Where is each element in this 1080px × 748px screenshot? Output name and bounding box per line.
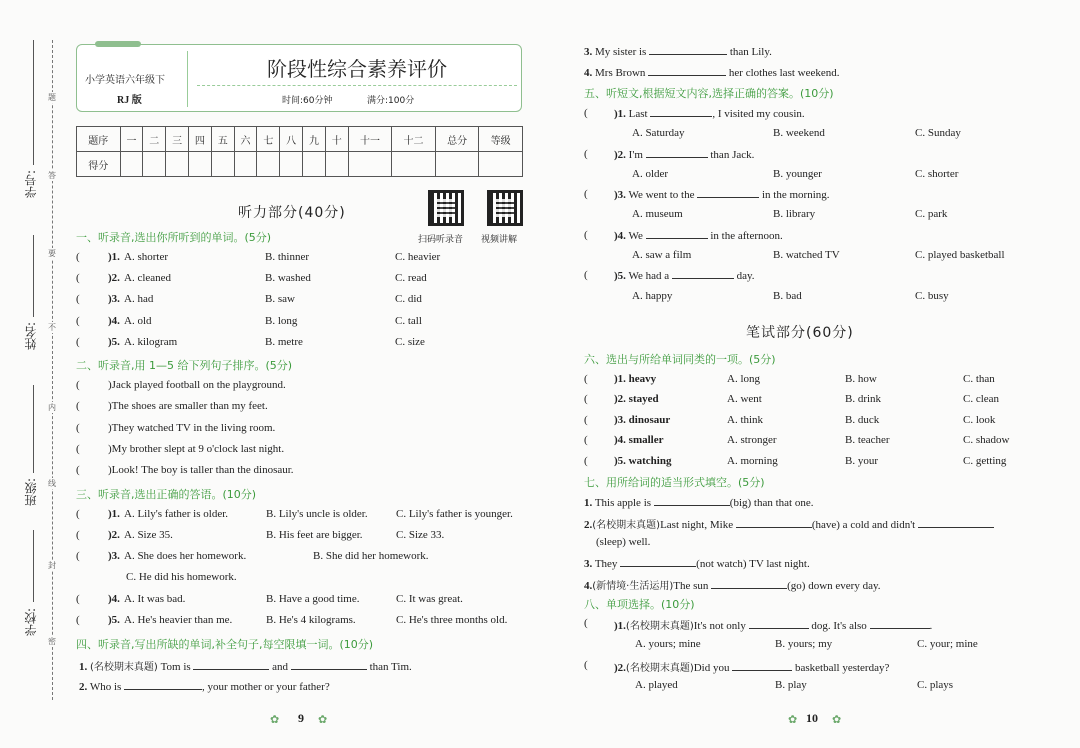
list-item: ( )2. stayed A. went B. drink C. clean (584, 393, 1000, 405)
answer-blank[interactable] (649, 45, 727, 55)
sentence-part: Mrs Brown (595, 67, 646, 79)
sentence: )The shoes are smaller than my feet. (108, 400, 268, 412)
sentence-part: . (929, 620, 933, 632)
option-a[interactable]: A. had (124, 293, 154, 305)
score-header-cell: 九 (303, 127, 326, 152)
part5-title: 五、听短文,根据短文内容,选择正确的答案。(10分) (584, 87, 834, 100)
item-number: )2. (614, 662, 626, 674)
part3-title: 三、听录音,选出正确的答语。(10分) (76, 488, 257, 501)
answer-blank[interactable] (736, 518, 812, 528)
item-number: )2. stayed (614, 393, 659, 405)
option-c[interactable]: C. did (395, 293, 422, 305)
list-item: ( )My brother slept at 9 o'clock last night. (76, 443, 285, 455)
list-item: ( )4. A. It was bad. B. Have a good time. C. It was great. (76, 593, 463, 605)
question-tag: (名校期末真题) (592, 520, 661, 531)
fill-sentence (584, 577, 881, 592)
sentence-part: than Tim. (369, 661, 412, 673)
option-b[interactable]: B. metre (265, 336, 303, 348)
option-c[interactable]: C. look (963, 414, 996, 426)
seal-char: 要 (48, 249, 56, 258)
option-a[interactable]: A. think (727, 414, 764, 426)
list-item: ( )4. smaller A. stronger B. teacher C. shadow (584, 434, 1010, 446)
option-b[interactable]: B. Have a good time. (266, 593, 360, 605)
option-b[interactable]: B. younger (773, 168, 822, 180)
option-b[interactable]: B. Lily's uncle is older. (266, 508, 368, 520)
class-line (33, 385, 34, 473)
qr-label-video: 视频讲解 (481, 235, 518, 245)
option-b[interactable]: B. teacher (845, 434, 890, 446)
list-item: ( )The shoes are smaller than my feet. (76, 400, 268, 412)
time-limit: 时间:60分钟 (282, 96, 333, 106)
list-item: ( )They watched TV in the living room. (76, 422, 276, 434)
question-stem: ( )2.(名校期末真题)Did you basketball yesterday? (584, 659, 890, 674)
sentence-part: , I visited my cousin. (712, 108, 805, 120)
sentence-part: basketball yesterday? (794, 662, 890, 674)
item-number: 4. (584, 580, 593, 592)
option-b[interactable]: B. your (845, 455, 878, 467)
option-c[interactable]: C. your; mine (917, 638, 978, 650)
leaf-icon: ✿ (270, 714, 280, 726)
option-c[interactable]: C. clean (963, 393, 1000, 405)
fill-sentence (584, 516, 994, 531)
cut-line (52, 40, 53, 700)
fill-sentence (584, 66, 840, 79)
sentence-part: Tom is (160, 661, 191, 673)
sentence-part: I'm (628, 149, 643, 161)
part1-title: 一、听录音,选出你所听到的单词。(5分) (76, 231, 272, 244)
option-a[interactable]: A. He's heavier than me. (124, 614, 233, 626)
score-header-cell: 五 (211, 127, 234, 152)
answer-blank (697, 188, 759, 198)
option-b[interactable]: B. washed (265, 272, 311, 284)
qr-code-audio[interactable] (428, 190, 464, 226)
score-header-cell: 题序 (77, 127, 121, 152)
seal-char: 题 (48, 93, 56, 102)
question-stem: ( )1.(名校期末真题)It's not only dog. It's also . (584, 617, 933, 632)
list-item: ( )3. A. She does her homework. B. She did her homework. (76, 550, 429, 562)
sentence-part: in the morning. (762, 189, 830, 201)
sentence-part: (go) down every day. (787, 580, 881, 592)
sentence-part: day. (736, 270, 755, 282)
score-header-cell: 一 (120, 127, 143, 152)
sentence-part: in the afternoon. (710, 230, 783, 242)
sentence-part: This apple is (594, 497, 652, 509)
option-b[interactable]: B. library (773, 208, 816, 220)
score-cell[interactable] (479, 152, 523, 177)
option-c[interactable]: C. It was great. (396, 593, 463, 605)
sentence-part: Last (628, 108, 648, 120)
left-page: 学号: 姓名: 班级: 学校: 题 答 要 不 内 线 封 密 小学英语六年级下 RJ 版 阶段性综合素养评价 时间:60分钟 满分:100分 题序 一 二 三 四 五 六 七 八 九 十 十一 十二 总分 等级 得分 听力部分(40分) 扫码听录音 视频讲解 一、听录音,选出你所听到的单词。(5分) ( )1. A. shorter B. thinner C. heavier ( )2. A. cleaned B. washed C. read ( )3. A. had B. saw C. did ( )4. A. old B. long C. tall ( )5. A. kilogram B. metre C. size 二、听录音,用 1—5 给下列句子排序。(5分) ( )Jack played football on the playground. ( )The shoes are smaller than my feet. ( )They watched TV in the living room. ( )My brother slept at 9 o'clock last night. ( )Look! The boy is taller than the dinosaur. 三、听录音,选出正确的答语。(10分) ( )1. A. Lily's father is older. B. Lily's uncle is older. C. Lily's father is younger. ( )2. A. Size 35. B. His feet are bigger. C. Size 33. ( )3. A. She does her homework. B. She did her homework. C. He did his homework. ( )4. A. It was bad. B. Have a good time. C. It was great. ( )5. A. He's heavier than me. B. He's 4 kilograms. C. He's three months old. 四、听录音,写出所缺的单词,补全句子,每空限填一词。(10分) 1. (名校期末真题) Tom is and than Tim. 2. Who is , your mother or your father? ✿ 9 ✿ (0, 0, 540, 748)
question-tag: (名校期末真题) (625, 663, 694, 674)
list-item: ( )Jack played football on the playground. (76, 379, 286, 391)
sentence: )My brother slept at 9 o'clock last night. (108, 443, 285, 455)
score-table-header-row (77, 127, 523, 152)
list-item: ( )5. watching A. morning B. your C. getting (584, 455, 1007, 467)
question-stem: ( )1. Last , I visited my cousin. (584, 107, 805, 120)
score-cell[interactable] (325, 152, 348, 177)
leaf-icon: ✿ (788, 714, 798, 726)
option-a[interactable]: A. She does her homework. (124, 550, 247, 562)
seal-char: 不 (48, 323, 56, 332)
list-item: ( )1. heavy A. long B. how C. than (584, 373, 995, 385)
name-label: 姓名: (24, 322, 38, 351)
sentence-part: than Lily. (729, 46, 772, 58)
option-c[interactable]: C. He did his homework. (126, 571, 237, 583)
list-item: ( )1. A. Lily's father is older. B. Lily's uncle is older. C. Lily's father is younger. (76, 508, 513, 520)
option-c[interactable]: C. plays (917, 679, 954, 691)
score-cell[interactable] (143, 152, 166, 177)
option-c[interactable]: C. size (395, 336, 425, 348)
option-b[interactable]: B. saw (265, 293, 295, 305)
option-b[interactable]: B. long (265, 315, 298, 327)
answer-blank (672, 269, 734, 279)
option-a[interactable]: A. shorter (124, 251, 168, 263)
score-header-cell: 四 (189, 127, 212, 152)
option-a[interactable]: A. saw a film (632, 249, 692, 261)
option-a[interactable]: A. morning (727, 455, 778, 467)
part4-title: 四、听录音,写出所缺的单词,补全句子,每空限填一词。(10分) (76, 638, 374, 651)
fill-sentence (79, 680, 330, 693)
item-number: )5. (614, 270, 626, 282)
item-number: 4. (584, 67, 593, 79)
sentence-part: Did you (693, 662, 730, 674)
item-number: )4. (108, 593, 120, 605)
score-header-cell: 十二 (392, 127, 436, 152)
answer-blank[interactable] (648, 66, 726, 76)
options-row (632, 290, 949, 302)
sentence-part: We went to the (628, 189, 695, 201)
option-a[interactable]: A. yours; mine (635, 638, 701, 650)
option-c[interactable]: C. busy (915, 290, 949, 302)
answer-blank (650, 107, 712, 117)
item-number: )4. smaller (614, 434, 664, 446)
item-number: )5. (108, 336, 120, 348)
question-tag: (名校期末真题) (90, 662, 158, 673)
listening-section-title: 听力部分(40分) (238, 205, 346, 221)
option-b[interactable]: B. His feet are bigger. (266, 529, 363, 541)
item-number: )2. (614, 149, 626, 161)
option-b[interactable]: B. yours; my (775, 638, 833, 650)
header-tab (95, 41, 141, 47)
score-table (76, 126, 523, 177)
score-header-cell: 八 (280, 127, 303, 152)
list-item: ( )Look! The boy is taller than the dinosaur. (76, 464, 294, 476)
full-score: 满分:100分 (367, 96, 415, 106)
fill-sentence (584, 45, 772, 58)
item-number: )4. (614, 230, 626, 242)
sentence-part: and (272, 661, 289, 673)
score-cell[interactable] (189, 152, 212, 177)
item-number: 1. (584, 497, 593, 509)
item-number: 2. (584, 519, 593, 531)
option-b[interactable]: B. weekend (773, 127, 825, 139)
option-a[interactable]: A. museum (632, 208, 683, 220)
question-tag: (新情境·生活运用) (592, 581, 674, 592)
score-header-cell: 十 (325, 127, 348, 152)
score-cell[interactable] (435, 152, 479, 177)
sentence-part: We had a (628, 270, 670, 282)
sentence-part: her clothes last weekend. (728, 67, 840, 79)
option-c[interactable]: C. shorter (915, 168, 959, 180)
option-c[interactable]: C. He's three months old. (396, 614, 508, 626)
page-number: 9 (298, 711, 304, 725)
answer-blank[interactable] (620, 557, 696, 567)
item-number: )1. (614, 108, 626, 120)
option-a[interactable]: A. happy (632, 290, 673, 302)
part6-title: 六、选出与所给单词同类的一项。(5分) (584, 353, 776, 366)
right-page (540, 0, 1080, 748)
option-a[interactable]: A. Saturday (632, 127, 685, 139)
option-c[interactable]: C. tall (395, 315, 422, 327)
item-number: )1. (614, 620, 626, 632)
option-b[interactable]: B. He's 4 kilograms. (266, 614, 356, 626)
answer-blank (646, 148, 708, 158)
header-rule (197, 85, 517, 86)
sentence-part: My sister is (595, 46, 647, 58)
option-a[interactable]: A. older (632, 168, 669, 180)
item-number: )1. heavy (614, 373, 657, 385)
option-b[interactable]: B. play (775, 679, 807, 691)
answer-blank (732, 661, 792, 671)
class-label: 班级: (24, 478, 38, 507)
score-row-label: 得分 (77, 152, 121, 177)
answer-blank (646, 229, 708, 239)
option-c[interactable]: C. Size 33. (396, 529, 445, 541)
part7-title: 七、用所给词的适当形式填空。(5分) (584, 476, 765, 489)
score-cell[interactable] (234, 152, 257, 177)
sentence-part: The sun (673, 580, 709, 592)
option-c[interactable]: C. Sunday (915, 127, 961, 139)
item-number: )1. (108, 251, 120, 263)
score-table-score-row (77, 152, 523, 177)
question-tag: (名校期末真题) (625, 621, 694, 632)
options-row (632, 127, 961, 139)
score-cell[interactable] (166, 152, 189, 177)
option-c[interactable]: C. than (963, 373, 995, 385)
leaf-icon: ✿ (318, 714, 328, 726)
sentence-part: Who is (89, 681, 122, 693)
seal-char: 线 (48, 479, 56, 488)
sentence-part: (not watch) TV last night. (696, 558, 810, 570)
score-header-cell: 七 (257, 127, 280, 152)
options-row (635, 679, 954, 691)
sentence-part: dog. It's also (811, 620, 867, 632)
seal-char: 内 (48, 403, 56, 412)
answer-blank[interactable] (193, 660, 269, 670)
leaf-icon: ✿ (832, 714, 842, 726)
list-item: ( )3. dinosaur A. think B. duck C. look (584, 414, 996, 426)
option-a[interactable]: A. long (727, 373, 760, 385)
edition-label: RJ 版 (117, 95, 142, 106)
sentence-part: (sleep) well. (596, 536, 651, 548)
grade-label: 小学英语六年级下 (85, 75, 165, 86)
answer-blank[interactable] (918, 518, 994, 528)
item-number: )3. (108, 293, 120, 305)
score-header-cell: 二 (143, 127, 166, 152)
option-c[interactable]: C. heavier (395, 251, 441, 263)
item-number: )2. (108, 529, 120, 541)
sentence-part: (big) than that one. (729, 497, 814, 509)
item-number: )3. (614, 189, 626, 201)
fill-sentence (584, 557, 810, 570)
student-no-label: 学号: (24, 170, 38, 199)
answer-blank (870, 619, 930, 629)
item-number: 3. (584, 558, 593, 570)
option-a[interactable]: A. played (635, 679, 678, 691)
sentence-part: than Jack. (710, 149, 755, 161)
option-a[interactable]: A. went (727, 393, 762, 405)
score-header-cell: 总分 (435, 127, 479, 152)
option-b[interactable]: B. drink (845, 393, 882, 405)
sentence-part: It's not only (693, 620, 746, 632)
part2-title: 二、听录音,用 1—5 给下列句子排序。(5分) (76, 359, 293, 372)
option-a[interactable]: A. Lily's father is older. (124, 508, 229, 520)
option-a[interactable]: A. stronger (727, 434, 777, 446)
score-header-cell: 等级 (479, 127, 523, 152)
question-stem: ( )3. We went to the in the morning. (584, 188, 830, 201)
page-number: 10 (806, 711, 818, 725)
option-c[interactable]: C. shadow (963, 434, 1010, 446)
option-b[interactable]: B. how (845, 373, 877, 385)
student-no-line (33, 40, 34, 165)
item-number: 1. (79, 661, 88, 673)
item-number: )1. (108, 508, 120, 520)
option-a[interactable]: A. old (124, 315, 152, 327)
answer-blank[interactable] (124, 680, 202, 690)
score-cell[interactable] (280, 152, 303, 177)
option-b[interactable]: B. duck (845, 414, 880, 426)
item-number: 3. (584, 46, 593, 58)
options-row (632, 208, 948, 220)
option-c[interactable]: C. getting (963, 455, 1007, 467)
question-stem: ( )2. I'm than Jack. (584, 148, 755, 161)
sentence-part: Last night, Mike (660, 519, 734, 531)
answer-blank[interactable] (711, 579, 787, 589)
sentence-part: (have) a cold and didn't (811, 519, 916, 531)
seal-char: 封 (48, 561, 56, 570)
fill-sentence (584, 496, 813, 509)
item-number: )5. watching (614, 455, 672, 467)
item-number: )3. (108, 550, 120, 562)
sentence-part: They (594, 558, 618, 570)
option-c[interactable]: C. Lily's father is younger. (396, 508, 513, 520)
option-b[interactable]: B. She did her homework. (313, 550, 429, 562)
exam-header (76, 44, 522, 112)
option-c[interactable]: C. read (395, 272, 427, 284)
item-number: )4. (108, 315, 120, 327)
option-a[interactable]: A. kilogram (124, 336, 178, 348)
seal-char: 答 (48, 171, 56, 180)
score-cell[interactable] (120, 152, 143, 177)
sentence-part: , your mother or your father? (202, 681, 330, 693)
option-b[interactable]: B. watched TV (773, 249, 840, 261)
binding-gutter (0, 0, 60, 748)
item-number: )5. (108, 614, 120, 626)
item-number: 2. (79, 681, 88, 693)
writing-section-title: 笔试部分(60分) (746, 325, 854, 341)
options-row (632, 168, 959, 180)
option-c[interactable]: C. park (915, 208, 948, 220)
sentence-part: We (628, 230, 643, 242)
options-row (635, 638, 978, 650)
answer-blank[interactable] (291, 660, 367, 670)
score-cell[interactable] (257, 152, 280, 177)
score-cell[interactable] (211, 152, 234, 177)
item-number: )3. dinosaur (614, 414, 671, 426)
item-number: )2. (108, 272, 120, 284)
option-b[interactable]: B. bad (773, 290, 802, 302)
score-header-cell: 三 (166, 127, 189, 152)
list-item: ( )5. A. He's heavier than me. B. He's 4 kilograms. C. He's three months old. (76, 614, 508, 626)
list-item: ( )2. A. Size 35. B. His feet are bigger. C. Size 33. (76, 529, 445, 541)
sentence: )They watched TV in the living room. (108, 422, 276, 434)
seal-char: 密 (48, 637, 56, 646)
question-stem: ( )5. We had a day. (584, 269, 755, 282)
option-a[interactable]: A. It was bad. (124, 593, 186, 605)
answer-blank[interactable] (654, 496, 730, 506)
option-b[interactable]: B. thinner (265, 251, 309, 263)
fill-sentence (79, 658, 412, 673)
score-cell[interactable] (303, 152, 326, 177)
option-a[interactable]: A. cleaned (124, 272, 172, 284)
school-label: 学校: (24, 608, 38, 637)
option-c[interactable]: C. played basketball (915, 249, 1005, 261)
qr-code-video[interactable] (487, 190, 523, 226)
score-cell[interactable] (392, 152, 436, 177)
part8-title: 八、单项选择。(10分) (584, 598, 695, 611)
options-row (632, 249, 1005, 261)
sentence: )Look! The boy is taller than the dinosaur. (108, 464, 294, 476)
header-divider (187, 51, 188, 107)
score-header-cell: 十一 (348, 127, 392, 152)
qr-label-audio: 扫码听录音 (418, 235, 464, 245)
answer-blank (749, 619, 809, 629)
name-line (33, 235, 34, 317)
option-a[interactable]: A. Size 35. (124, 529, 173, 541)
exam-title: 阶段性综合素养评价 (267, 57, 447, 81)
sentence: )Jack played football on the playground. (108, 379, 286, 391)
school-line (33, 530, 34, 602)
question-stem: ( )4. We in the afternoon. (584, 229, 783, 242)
score-cell[interactable] (348, 152, 392, 177)
score-header-cell: 六 (234, 127, 257, 152)
